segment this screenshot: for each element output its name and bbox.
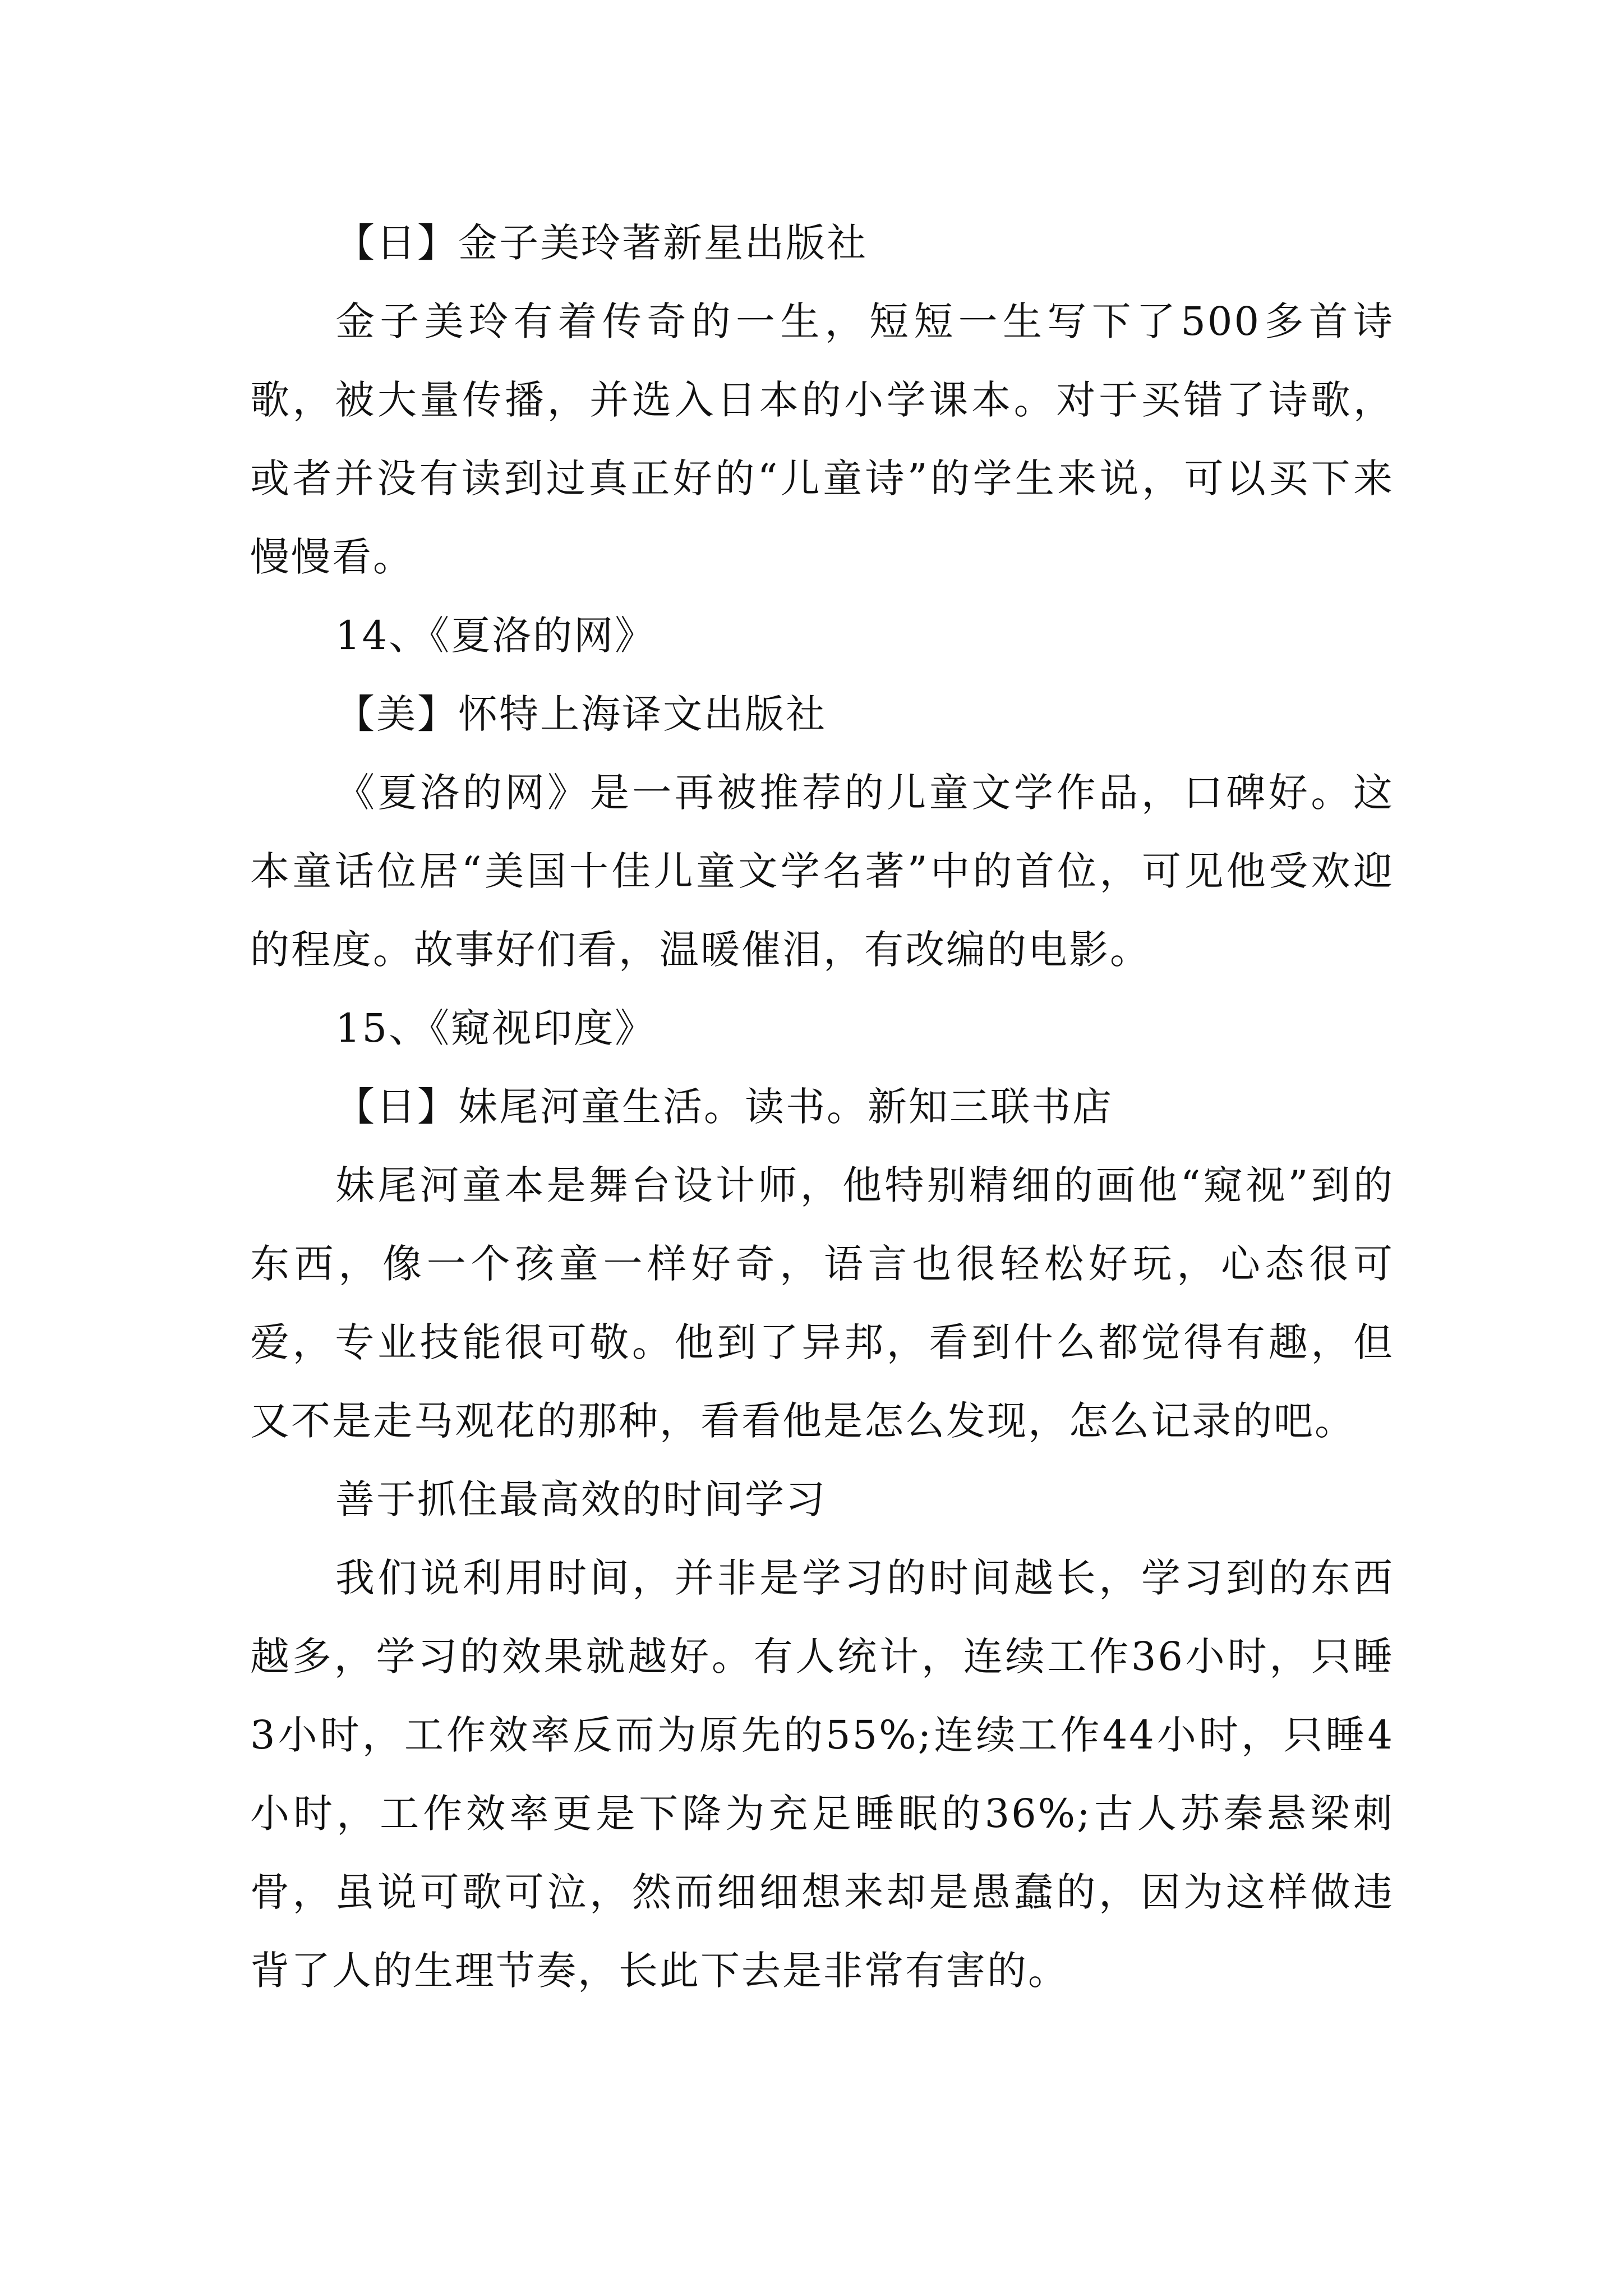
- book-title-heading: 14、《夏洛的网》: [335, 613, 656, 659]
- section-heading: 善于抓住最高效的时间学习: [335, 1476, 827, 1522]
- book-description: 《夏洛的网》是一再被推荐的儿童文学作品，口碑好。这本童话位居“美国十佳儿童文学名著”中的首位，可见他受欢迎的程度。故事好们看，温暖催泪，有改编的电影。: [250, 770, 1394, 973]
- book-description: 金子美玲有着传奇的一生，短短一生写下了500多首诗歌，被大量传播，并选入日本的小学课本。对于买错了诗歌，或者并没有读到过真正好的“儿童诗”的学生来说，可以买下来慢慢看。: [250, 298, 1394, 580]
- document-body: [250, 204, 1394, 2010]
- author-publisher-line: 【美】怀特上海译文出版社: [335, 691, 827, 737]
- author-publisher-line: 【日】金子美玲著新星出版社: [335, 220, 868, 266]
- author-publisher-line: 【日】妹尾河童生活。读书。新知三联书店: [335, 1084, 1113, 1130]
- body-paragraph: 我们说利用时间，并非是学习的时间越长，学习到的东西越多，学习的效果就越好。有人统计，连续工作36小时，只睡3小时，工作效率反而为原先的55%;连续工作44小时，只睡4小时，工作效率更是下降为充足睡眠的36%;古人苏秦悬梁刺骨，虽说可歌可泣，然而细细想来却是愚蠢的，因为这样做违背了人的生理节奏，长此下去是非常有害的。: [250, 1555, 1394, 1994]
- book-description: 妹尾河童本是舞台设计师，他特别精细的画他“窥视”到的东西，像一个孩童一样好奇，语言也很轻松好玩，心态很可爱，专业技能很可敬。他到了异邦，看到什么都觉得有趣，但又不是走马观花的那种，看看他是怎么发现，怎么记录的吧。: [250, 1162, 1394, 1444]
- book-title-heading: 15、《窥视印度》: [335, 1005, 656, 1051]
